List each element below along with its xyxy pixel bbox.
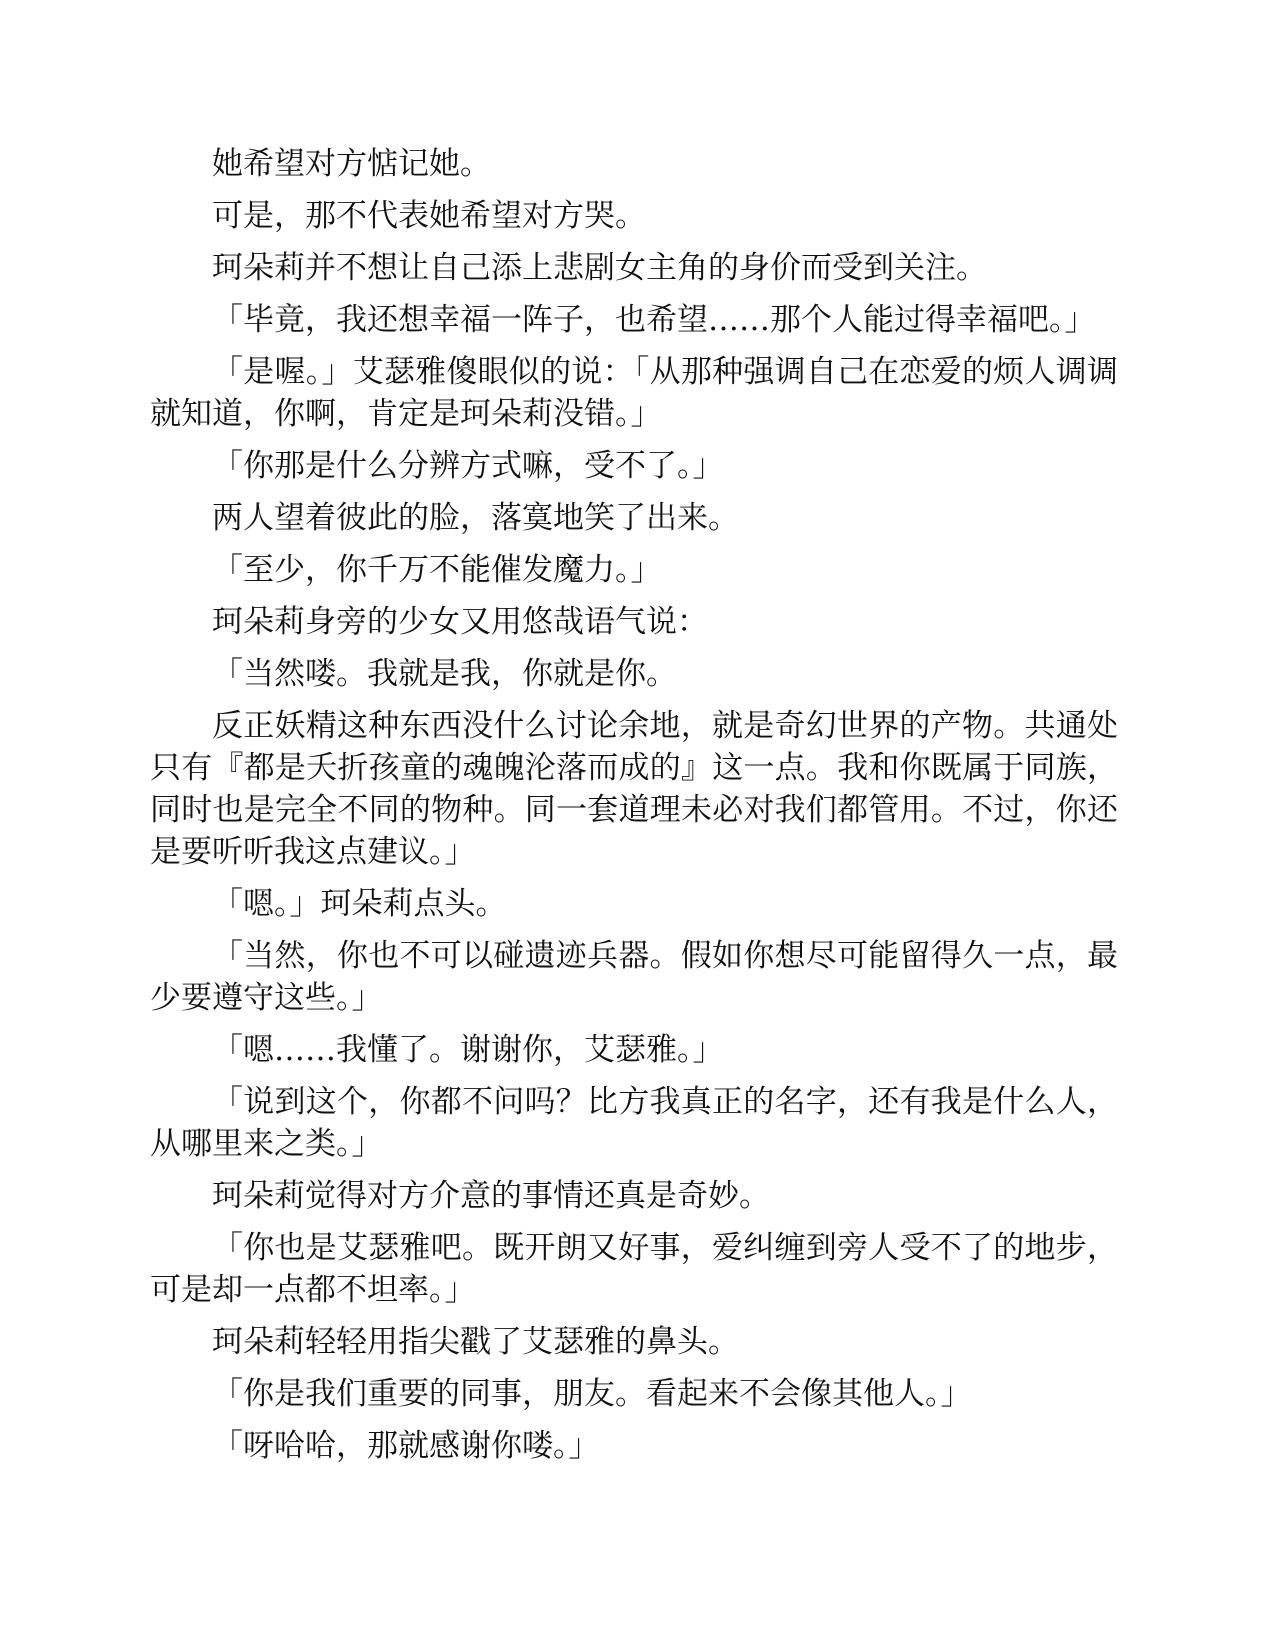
- paragraph: 可是，那不代表她希望对方哭。: [212, 198, 646, 234]
- paragraph: 她希望对方惦记她。: [212, 146, 491, 182]
- paragraph: 「嗯……我懂了。谢谢你，艾瑟雅。」: [212, 1032, 724, 1068]
- body-text: [150, 143, 1118, 1477]
- paragraph: 「嗯。」珂朵莉点头。: [212, 886, 507, 922]
- paragraph: 「当然喽。我就是我，你就是你。: [212, 656, 677, 692]
- paragraph: 「毕竟，我还想幸福一阵子，也希望……那个人能过得幸福吧。」: [212, 302, 1096, 338]
- paragraph: 反正妖精这种东西没什么讨论余地，就是奇幻世界的产物。共通处只有『都是夭折孩童的魂魄沦落而成的』这一点。我和你既属于同族，同时也是完全不同的物种。同一套道理未必对我们都管用。不过，你还是要听听我这点建议。」: [150, 708, 1118, 870]
- paragraph: 「你那是什么分辨方式嘛，受不了。」: [212, 448, 724, 484]
- paragraph: 「至少，你千万不能催发魔力。」: [212, 552, 662, 588]
- paragraph: 「是喔。」艾瑟雅傻眼似的说：「从那种强调自己在恋爱的烦人调调就知道，你啊，肯定是珂朵莉没错。」: [150, 354, 1118, 432]
- paragraph: 珂朵莉身旁的少女又用悠哉语气说：: [212, 604, 708, 640]
- paragraph: 「你是我们重要的同事，朋友。看起来不会像其他人。」: [212, 1376, 972, 1412]
- paragraph: 两人望着彼此的脸，落寞地笑了出来。: [212, 500, 739, 536]
- paragraph: 「当然，你也不可以碰遗迹兵器。假如你想尽可能留得久一点，最少要遵守这些。」: [150, 938, 1118, 1016]
- paragraph: 珂朵莉并不想让自己添上悲剧女主角的身价而受到关注。: [212, 250, 987, 286]
- paragraph: 「说到这个，你都不问吗？比方我真正的名字，还有我是什么人，从哪里来之类。」: [150, 1084, 1118, 1162]
- paragraph: 「你也是艾瑟雅吧。既开朗又好事，爱纠缠到旁人受不了的地步，可是却一点都不坦率。」: [150, 1230, 1118, 1308]
- paragraph: 珂朵莉轻轻用指尖戳了艾瑟雅的鼻头。: [212, 1324, 739, 1360]
- paragraph: 珂朵莉觉得对方介意的事情还真是奇妙。: [212, 1178, 770, 1214]
- paragraph: 「呀哈哈，那就感谢你喽。」: [212, 1428, 600, 1464]
